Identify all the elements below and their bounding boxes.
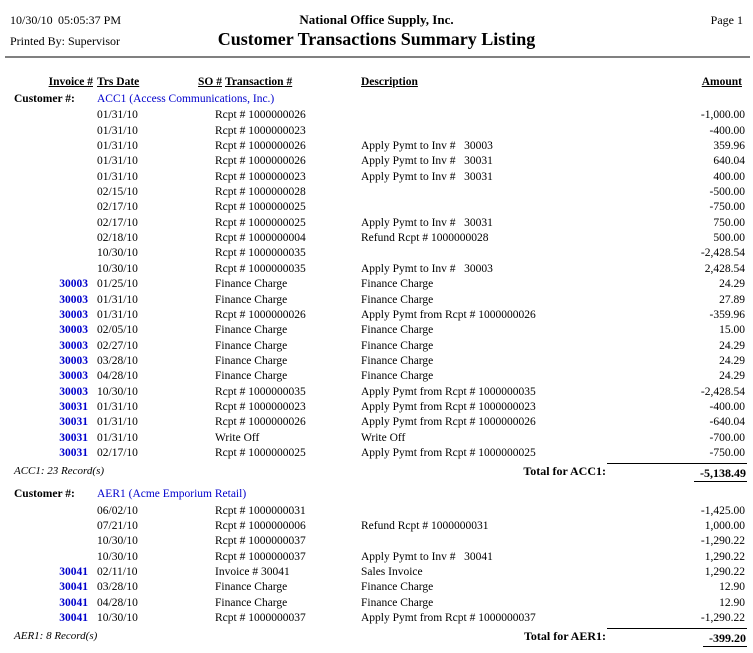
cell-trs-date: 01/31/10 [97, 293, 138, 306]
cell-invoice [0, 216, 88, 231]
group-total-label: Total for AER1: [523, 629, 606, 644]
column-header-transaction: Transaction # [225, 76, 293, 88]
cell-invoice [0, 550, 88, 565]
cell-amount: -400.00 [709, 124, 745, 137]
invoice-link[interactable]: 30031 [59, 446, 88, 459]
group-total-amount: -5,138.49 [694, 465, 747, 482]
transaction-row [0, 415, 747, 430]
invoice-link[interactable]: 30003 [59, 385, 88, 398]
transaction-row [0, 431, 747, 446]
cell-invoice [0, 154, 88, 169]
cell-amount: 750.00 [713, 216, 745, 229]
cell-description: Apply Pymt from Rcpt # 1000000037 [361, 612, 536, 625]
cell-amount: 1,290.22 [704, 550, 745, 563]
cell-invoice [0, 400, 88, 415]
group-total-row [0, 462, 753, 480]
cell-description: Sales Invoice [361, 566, 423, 579]
cell-trs-date: 10/30/10 [97, 247, 138, 260]
cell-invoice [0, 231, 88, 246]
cell-trs-date: 01/31/10 [97, 400, 138, 413]
cell-description: Finance Charge [361, 596, 434, 609]
cell-trs-date: 03/28/10 [97, 354, 138, 367]
invoice-link[interactable]: 30003 [59, 278, 88, 291]
cell-trs-date: 01/31/10 [97, 155, 138, 168]
transaction-row [0, 385, 747, 400]
column-header-so: SO # [198, 76, 222, 88]
cell-amount: -2,428.54 [700, 247, 745, 260]
transaction-row [0, 277, 747, 292]
cell-description: Finance Charge [361, 293, 434, 306]
cell-trs-date: 10/30/10 [97, 385, 138, 398]
invoice-link[interactable]: 30003 [59, 354, 88, 367]
page-number: Page 1 [710, 13, 743, 27]
cell-description: Write Off [361, 431, 406, 444]
cell-amount: 1,000.00 [704, 520, 745, 533]
cell-description [361, 246, 560, 261]
cell-description [361, 534, 560, 549]
transaction-row [0, 216, 747, 231]
cell-description [361, 185, 560, 200]
cell-transaction: Finance Charge [215, 339, 288, 352]
cell-trs-date: 04/28/10 [97, 596, 138, 609]
cell-amount: -1,290.22 [700, 612, 745, 625]
transaction-row [0, 580, 747, 595]
cell-amount: -500.00 [709, 186, 745, 199]
cell-description [361, 108, 560, 123]
cell-amount: -1,290.22 [700, 535, 745, 548]
transaction-row [0, 323, 747, 338]
cell-invoice [0, 170, 88, 185]
cell-amount: 2,428.54 [704, 262, 745, 275]
cell-description: Apply Pymt from Rcpt # 1000000026 [361, 308, 536, 321]
transaction-row [0, 308, 747, 323]
cell-transaction: Rcpt # 1000000035 [215, 262, 306, 275]
transaction-row [0, 596, 747, 611]
invoice-link[interactable]: 30041 [59, 596, 88, 609]
cell-description: Finance Charge [361, 339, 434, 352]
cell-invoice [0, 565, 88, 580]
invoice-link[interactable]: 30041 [59, 566, 88, 579]
transaction-row [0, 108, 747, 123]
cell-trs-date: 02/17/10 [97, 201, 138, 214]
cell-invoice [0, 124, 88, 139]
cell-transaction: Rcpt # 1000000037 [215, 535, 306, 548]
cell-transaction: Rcpt # 1000000025 [215, 216, 306, 229]
cell-invoice [0, 308, 88, 323]
customer-line [0, 93, 753, 108]
cell-trs-date: 02/11/10 [97, 566, 138, 579]
group-records-count: AER1: 8 Record(s) [14, 630, 98, 643]
group-total-amount-rule [607, 628, 747, 647]
cell-invoice [0, 369, 88, 384]
cell-transaction: Rcpt # 1000000026 [215, 416, 306, 429]
group-rows [0, 504, 753, 627]
cell-transaction: Write Off [215, 431, 260, 444]
cell-trs-date: 01/31/10 [97, 170, 138, 183]
cell-transaction: Rcpt # 1000000026 [215, 308, 306, 321]
cell-transaction: Finance Charge [215, 278, 288, 291]
cell-trs-date: 04/28/10 [97, 370, 138, 383]
invoice-link[interactable]: 30031 [59, 400, 88, 413]
cell-trs-date: 02/17/10 [97, 216, 138, 229]
cell-invoice [0, 504, 88, 519]
cell-description: Finance Charge [361, 354, 434, 367]
cell-amount: 12.90 [719, 581, 745, 594]
cell-trs-date: 02/18/10 [97, 232, 138, 245]
company-name: National Office Supply, Inc. [299, 12, 454, 27]
cell-amount: -700.00 [709, 431, 745, 444]
cell-description: Apply Pymt from Rcpt # 1000000025 [361, 446, 536, 459]
cell-trs-date: 06/02/10 [97, 504, 138, 517]
cell-invoice [0, 415, 88, 430]
cell-trs-date: 01/31/10 [97, 416, 138, 429]
cell-description: Finance Charge [361, 581, 434, 594]
cell-description: Refund Rcpt # 1000000028 [361, 232, 489, 245]
cell-description: Apply Pymt to Inv # 30041 [361, 550, 493, 563]
cell-description: Finance Charge [361, 324, 434, 337]
cell-amount: 24.29 [719, 354, 745, 367]
cell-description: Apply Pymt from Rcpt # 1000000023 [361, 400, 536, 413]
report-time: 05:05:37 PM [58, 13, 122, 27]
invoice-link[interactable]: 30003 [59, 370, 88, 383]
cell-description: Apply Pymt to Inv # 30003 [361, 262, 493, 275]
invoice-link[interactable]: 30003 [59, 308, 88, 321]
cell-invoice [0, 611, 88, 626]
cell-amount: -2,428.54 [700, 385, 745, 398]
transaction-row [0, 565, 747, 580]
cell-amount: 359.96 [713, 140, 745, 153]
cell-description: Apply Pymt from Rcpt # 1000000026 [361, 416, 536, 429]
customer-group [0, 488, 753, 645]
cell-trs-date: 01/25/10 [97, 278, 138, 291]
cell-description [361, 124, 560, 139]
report-date: 10/30/10 [10, 13, 53, 27]
cell-description: Refund Rcpt # 1000000031 [361, 520, 489, 533]
printed-by: Printed By: Supervisor [10, 34, 120, 48]
cell-description [361, 504, 560, 519]
cell-invoice [0, 246, 88, 261]
cell-trs-date: 10/30/10 [97, 550, 138, 563]
cell-transaction: Rcpt # 1000000023 [215, 170, 306, 183]
header-rule [5, 56, 750, 58]
cell-invoice [0, 293, 88, 308]
invoice-link[interactable]: 30041 [59, 581, 88, 594]
column-header-trs-date: Trs Date [97, 76, 140, 88]
cell-trs-date: 01/31/10 [97, 431, 138, 444]
cell-description: Apply Pymt to Inv # 30031 [361, 155, 493, 168]
cell-invoice [0, 277, 88, 292]
cell-description: Apply Pymt to Inv # 30031 [361, 170, 493, 183]
cell-trs-date: 02/05/10 [97, 324, 138, 337]
transaction-row [0, 200, 747, 215]
cell-amount: 24.29 [719, 339, 745, 352]
cell-amount: -640.04 [709, 416, 745, 429]
group-total-label: Total for ACC1: [523, 464, 606, 479]
transaction-row [0, 262, 747, 277]
cell-amount: 15.00 [719, 324, 745, 337]
cell-transaction: Finance Charge [215, 293, 288, 306]
cell-transaction: Rcpt # 1000000023 [215, 400, 306, 413]
column-header-amount: Amount [701, 76, 742, 88]
invoice-link[interactable]: 30003 [59, 324, 88, 337]
cell-invoice [0, 580, 88, 595]
transaction-row [0, 246, 747, 261]
cell-transaction: Rcpt # 1000000035 [215, 247, 306, 260]
cell-amount: -750.00 [709, 446, 745, 459]
cell-amount: 400.00 [713, 170, 745, 183]
cell-invoice [0, 108, 88, 123]
cell-transaction: Finance Charge [215, 596, 288, 609]
transaction-row [0, 534, 747, 549]
group-total-row [0, 627, 753, 645]
cell-invoice [0, 262, 88, 277]
cell-invoice [0, 339, 88, 354]
cell-amount: 640.04 [713, 155, 745, 168]
transaction-row [0, 550, 747, 565]
cell-transaction: Finance Charge [215, 324, 288, 337]
group-records-count: ACC1: 23 Record(s) [14, 465, 105, 478]
cell-amount: 12.90 [719, 596, 745, 609]
cell-amount: 1,290.22 [704, 566, 745, 579]
customer-name-link[interactable]: ACC1 (Access Communications, Inc.) [97, 93, 275, 105]
cell-description: Apply Pymt to Inv # 30003 [361, 140, 493, 153]
customer-name-link[interactable]: AER1 (Acme Emporium Retail) [97, 488, 247, 501]
cell-invoice [0, 431, 88, 446]
cell-invoice [0, 200, 88, 215]
cell-invoice [0, 519, 88, 534]
cell-trs-date: 07/21/10 [97, 520, 138, 533]
cell-transaction: Rcpt # 1000000006 [215, 520, 306, 533]
cell-amount: 500.00 [713, 232, 745, 245]
cell-invoice [0, 139, 88, 154]
cell-description [361, 200, 560, 215]
invoice-link[interactable]: 30003 [59, 339, 88, 352]
invoice-link[interactable]: 30031 [59, 431, 88, 444]
cell-transaction: Finance Charge [215, 581, 288, 594]
customer-line [0, 488, 753, 503]
transaction-row [0, 400, 747, 415]
cell-invoice [0, 596, 88, 611]
transaction-row [0, 231, 747, 246]
customer-label: Customer #: [14, 93, 75, 105]
cell-transaction: Rcpt # 1000000026 [215, 155, 306, 168]
cell-transaction: Rcpt # 1000000037 [215, 612, 306, 625]
transaction-row [0, 369, 747, 384]
cell-transaction: Finance Charge [215, 354, 288, 367]
transaction-row [0, 504, 747, 519]
cell-description: Finance Charge [361, 370, 434, 383]
cell-amount: 24.29 [719, 278, 745, 291]
customer-label: Customer #: [14, 488, 75, 501]
cell-amount: -1,425.00 [700, 504, 745, 517]
cell-amount: 24.29 [719, 370, 745, 383]
cell-trs-date: 01/31/10 [97, 109, 138, 122]
cell-description: Apply Pymt to Inv # 30031 [361, 216, 493, 229]
report-body [0, 74, 753, 653]
cell-description: Finance Charge [361, 278, 434, 291]
cell-invoice [0, 354, 88, 369]
transaction-row [0, 354, 747, 369]
cell-trs-date: 10/30/10 [97, 535, 138, 548]
cell-transaction: Rcpt # 1000000026 [215, 140, 306, 153]
transaction-row [0, 139, 747, 154]
cell-transaction: Rcpt # 1000000004 [215, 232, 306, 245]
cell-transaction: Finance Charge [215, 370, 288, 383]
cell-transaction: Rcpt # 1000000035 [215, 385, 306, 398]
cell-invoice [0, 185, 88, 200]
transaction-row [0, 170, 747, 185]
cell-transaction: Rcpt # 1000000026 [215, 109, 306, 122]
cell-invoice [0, 534, 88, 549]
column-header-description: Description [361, 76, 418, 88]
transaction-row [0, 611, 747, 626]
transaction-row [0, 339, 747, 354]
transaction-row [0, 154, 747, 169]
group-rows [0, 108, 753, 461]
cell-trs-date: 10/30/10 [97, 612, 138, 625]
cell-amount: -1,000.00 [700, 109, 745, 122]
transaction-row [0, 293, 747, 308]
cell-amount: -400.00 [709, 400, 745, 413]
group-total-amount-rule [607, 463, 747, 482]
cell-description: Apply Pymt from Rcpt # 1000000035 [361, 385, 536, 398]
column-header-invoice: Invoice # [48, 76, 93, 88]
cell-transaction: Rcpt # 1000000025 [215, 446, 306, 459]
cell-trs-date: 02/17/10 [97, 446, 138, 459]
cell-invoice [0, 446, 88, 461]
transaction-row [0, 446, 747, 461]
report-title: Customer Transactions Summary Listing [217, 29, 536, 49]
invoice-link[interactable]: 30003 [59, 293, 88, 306]
groups-host [0, 93, 753, 645]
invoice-link[interactable]: 30031 [59, 416, 88, 429]
cell-amount: 27.89 [719, 293, 745, 306]
group-total-amount: -399.20 [703, 630, 747, 647]
cell-transaction: Rcpt # 1000000028 [215, 186, 306, 199]
transaction-row [0, 124, 747, 139]
cell-transaction: Rcpt # 1000000023 [215, 124, 306, 137]
cell-trs-date: 02/27/10 [97, 339, 138, 352]
cell-invoice [0, 323, 88, 338]
cell-trs-date: 01/31/10 [97, 140, 138, 153]
cell-trs-date: 03/28/10 [97, 581, 138, 594]
cell-trs-date: 01/31/10 [97, 308, 138, 321]
transaction-row [0, 519, 747, 534]
cell-trs-date: 10/30/10 [97, 262, 138, 275]
cell-invoice [0, 385, 88, 400]
customer-group [0, 93, 753, 480]
cell-trs-date: 02/15/10 [97, 186, 138, 199]
cell-amount: -359.96 [709, 308, 745, 321]
invoice-link[interactable]: 30041 [59, 612, 88, 625]
cell-transaction: Rcpt # 1000000037 [215, 550, 306, 563]
cell-transaction: Rcpt # 1000000031 [215, 504, 306, 517]
transaction-row [0, 185, 747, 200]
column-header-row [0, 74, 753, 93]
cell-transaction: Invoice # 30041 [215, 566, 290, 579]
cell-amount: -750.00 [709, 201, 745, 214]
cell-trs-date: 01/31/10 [97, 124, 138, 137]
cell-transaction: Rcpt # 1000000025 [215, 201, 306, 214]
